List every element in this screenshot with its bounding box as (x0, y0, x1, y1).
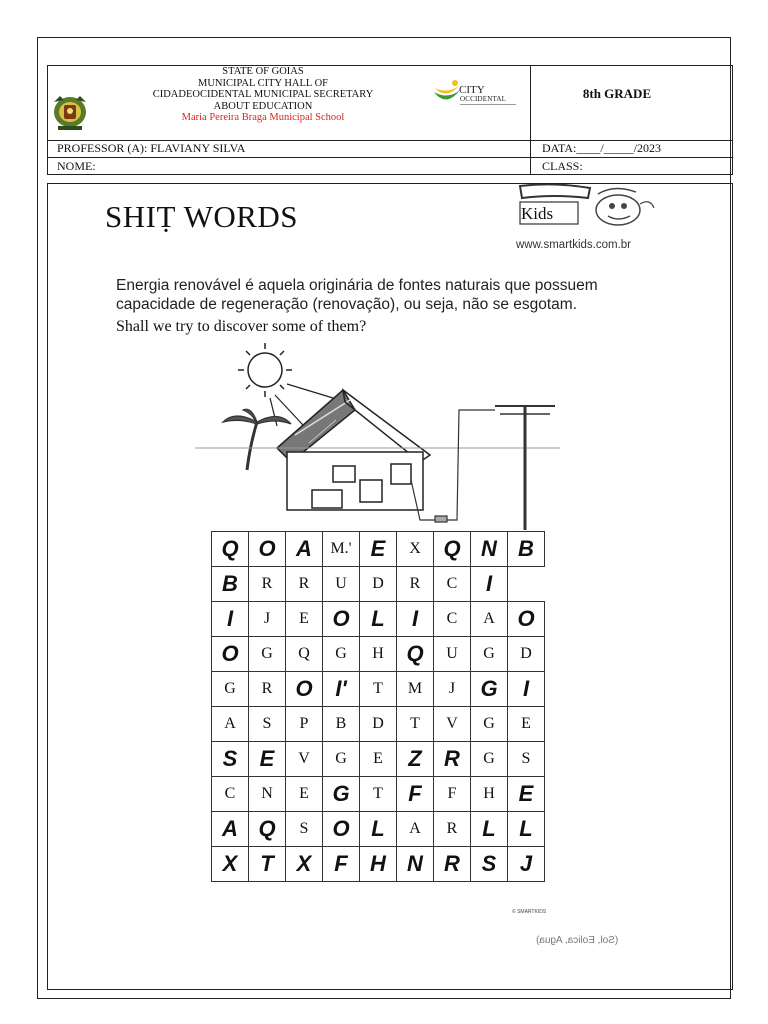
grid-cell: T (397, 707, 434, 742)
city-logo-city: CITY (459, 84, 485, 96)
solar-house-illustration (195, 340, 565, 530)
grid-cell: G (323, 742, 360, 777)
grid-cell: Q (434, 532, 471, 567)
grid-cell: B (323, 707, 360, 742)
grid-cell: L (471, 812, 508, 847)
city-logo-occidental: OCCIDENTAL (460, 95, 507, 103)
grid-row (212, 532, 545, 567)
class-label: CLASS: (542, 159, 583, 173)
city-logo-swoosh-icon (432, 78, 462, 108)
grid-cell: R (286, 567, 323, 602)
grid-cell: G (471, 742, 508, 777)
grid-cell: O (508, 602, 545, 637)
grid-cell: T (360, 672, 397, 707)
header-grade-cell (530, 66, 732, 141)
intro-question: Shall we try to discover some of them? (116, 318, 367, 335)
grid-cell: E (249, 742, 286, 777)
grid-row (212, 567, 545, 602)
city-logo-underline (460, 104, 516, 105)
grid-cell: I (471, 567, 508, 602)
grid-cell: F (434, 777, 471, 812)
grid-cell: O (212, 637, 249, 672)
grid-cell: G (471, 637, 508, 672)
smartkids-kids-label: Kids (521, 204, 554, 223)
grid-cell: N (397, 847, 434, 882)
grid-cell: S (508, 742, 545, 777)
mirrored-answer-note: (Sol, Eolica, Agua) (536, 935, 619, 946)
grid-cell: A (471, 602, 508, 637)
grid-cell: L (360, 812, 397, 847)
professor-label: PROFESSOR (A): FLAVIANY SILVA (57, 141, 246, 155)
grid-row (212, 602, 545, 637)
grade-label: 8th GRADE (582, 86, 652, 101)
header-line-education: ABOUT EDUCATION (213, 100, 313, 112)
grid-row (212, 707, 545, 742)
grid-cell: R (249, 672, 286, 707)
grid-cell: S (471, 847, 508, 882)
grid-cell: E (360, 742, 397, 777)
grid-cell: N (471, 532, 508, 567)
grid-cell: H (471, 777, 508, 812)
grid-cell: Z (397, 742, 434, 777)
grid-cell: V (286, 742, 323, 777)
date-label: DATA:____/_____/2023 (542, 141, 662, 155)
grid-cell: X (286, 847, 323, 882)
grid-cell: L (360, 602, 397, 637)
grid-row (212, 847, 545, 882)
header-line-state: STATE OF GOIAS (222, 66, 304, 77)
grid-cell: A (212, 707, 249, 742)
grid-cell: R (434, 847, 471, 882)
grid-cell: Q (286, 637, 323, 672)
grid-cell: S (212, 742, 249, 777)
grid-cell: E (286, 602, 323, 637)
grid-row (212, 777, 545, 812)
school-name: Maria Pereira Braga Municipal School (181, 112, 345, 124)
grid-row (212, 672, 545, 707)
grid-cell: T (360, 777, 397, 812)
grid-cell: E (286, 777, 323, 812)
house-with-solar-panel (277, 390, 430, 510)
name-label: NOME: (57, 159, 96, 173)
grid-cell: I (508, 672, 545, 707)
grid-cell: E (360, 532, 397, 567)
grid-cell: J (434, 672, 471, 707)
grid-cell: X (397, 532, 434, 567)
grid-cell: H (360, 847, 397, 882)
grid-cell: E (508, 707, 545, 742)
grid-cell: A (286, 532, 323, 567)
grid-cell: B (212, 567, 249, 602)
grid-cell: E (508, 777, 545, 812)
grid-cell: R (434, 812, 471, 847)
grid-cell: O (286, 672, 323, 707)
name-cell (48, 158, 531, 175)
grid-cell: S (249, 707, 286, 742)
grid-cell: I' (323, 672, 360, 707)
grid-cell: Q (249, 812, 286, 847)
grid-cell: G (249, 637, 286, 672)
grid-cell: D (508, 637, 545, 672)
grid-cell: G (323, 637, 360, 672)
grid-cell: A (212, 812, 249, 847)
header-line-city-hall: MUNICIPAL CITY HALL OF (198, 77, 328, 89)
grid-row (212, 812, 545, 847)
grid-cell: P (286, 707, 323, 742)
grid-cell: O (249, 532, 286, 567)
header-line-secretary: CIDADEOCIDENTAL MUNICIPAL SECRETARY (152, 89, 374, 101)
worksheet-title: SHIṬ WORDS (105, 199, 299, 234)
grid-cell: I (212, 602, 249, 637)
grid-cell: U (323, 567, 360, 602)
grid-cell: F (397, 777, 434, 812)
grid-cell: H (360, 637, 397, 672)
grid-cell: D (360, 707, 397, 742)
grid-cell: G (212, 672, 249, 707)
grid-cell: M.' (323, 532, 360, 567)
grid-cell: S (286, 812, 323, 847)
grid-cell: T (249, 847, 286, 882)
grid-cell: R (397, 567, 434, 602)
grid-cell: X (212, 847, 249, 882)
grid-cell: G (323, 777, 360, 812)
word-search-grid (211, 531, 545, 882)
grid-cell: J (249, 602, 286, 637)
grid-cell: G (471, 707, 508, 742)
grid-cell: C (434, 602, 471, 637)
grid-cell: C (434, 567, 471, 602)
grid-cell: Q (212, 532, 249, 567)
grid-cell: I (397, 602, 434, 637)
header-text (118, 66, 408, 124)
grid-cell: L (508, 812, 545, 847)
grid-cell: A (397, 812, 434, 847)
city-occidental-logo (432, 78, 520, 108)
grid-cell: O (323, 812, 360, 847)
smartkids-logo (514, 184, 674, 254)
grid-row (212, 742, 545, 777)
intro-paragraph: Energia renovável é aquela originária de fontes naturais que possuem capacidade de regeneração (renovação), ou seja, não se esgotam. (116, 277, 598, 313)
grid-cell: V (434, 707, 471, 742)
grid-cell: U (434, 637, 471, 672)
grid-cell: C (212, 777, 249, 812)
smartkids-credit: © SMARTKIDS (512, 909, 547, 915)
smartkids-url: www.smartkids.com.br (516, 239, 632, 251)
palm-tree-icon (223, 409, 291, 470)
grid-cell: O (323, 602, 360, 637)
grid-cell: F (323, 847, 360, 882)
sun-icon (238, 343, 292, 397)
grid-cell: G (471, 672, 508, 707)
grid-cell: J (508, 847, 545, 882)
grid-cell: D (360, 567, 397, 602)
grid-cell: M (397, 672, 434, 707)
grid-row (212, 637, 545, 672)
grid-cell: Q (397, 637, 434, 672)
grid-cell: B (508, 532, 545, 567)
grid-cell: N (249, 777, 286, 812)
municipal-crest-icon (50, 90, 90, 132)
grid-cell: R (249, 567, 286, 602)
grid-cell: R (434, 742, 471, 777)
